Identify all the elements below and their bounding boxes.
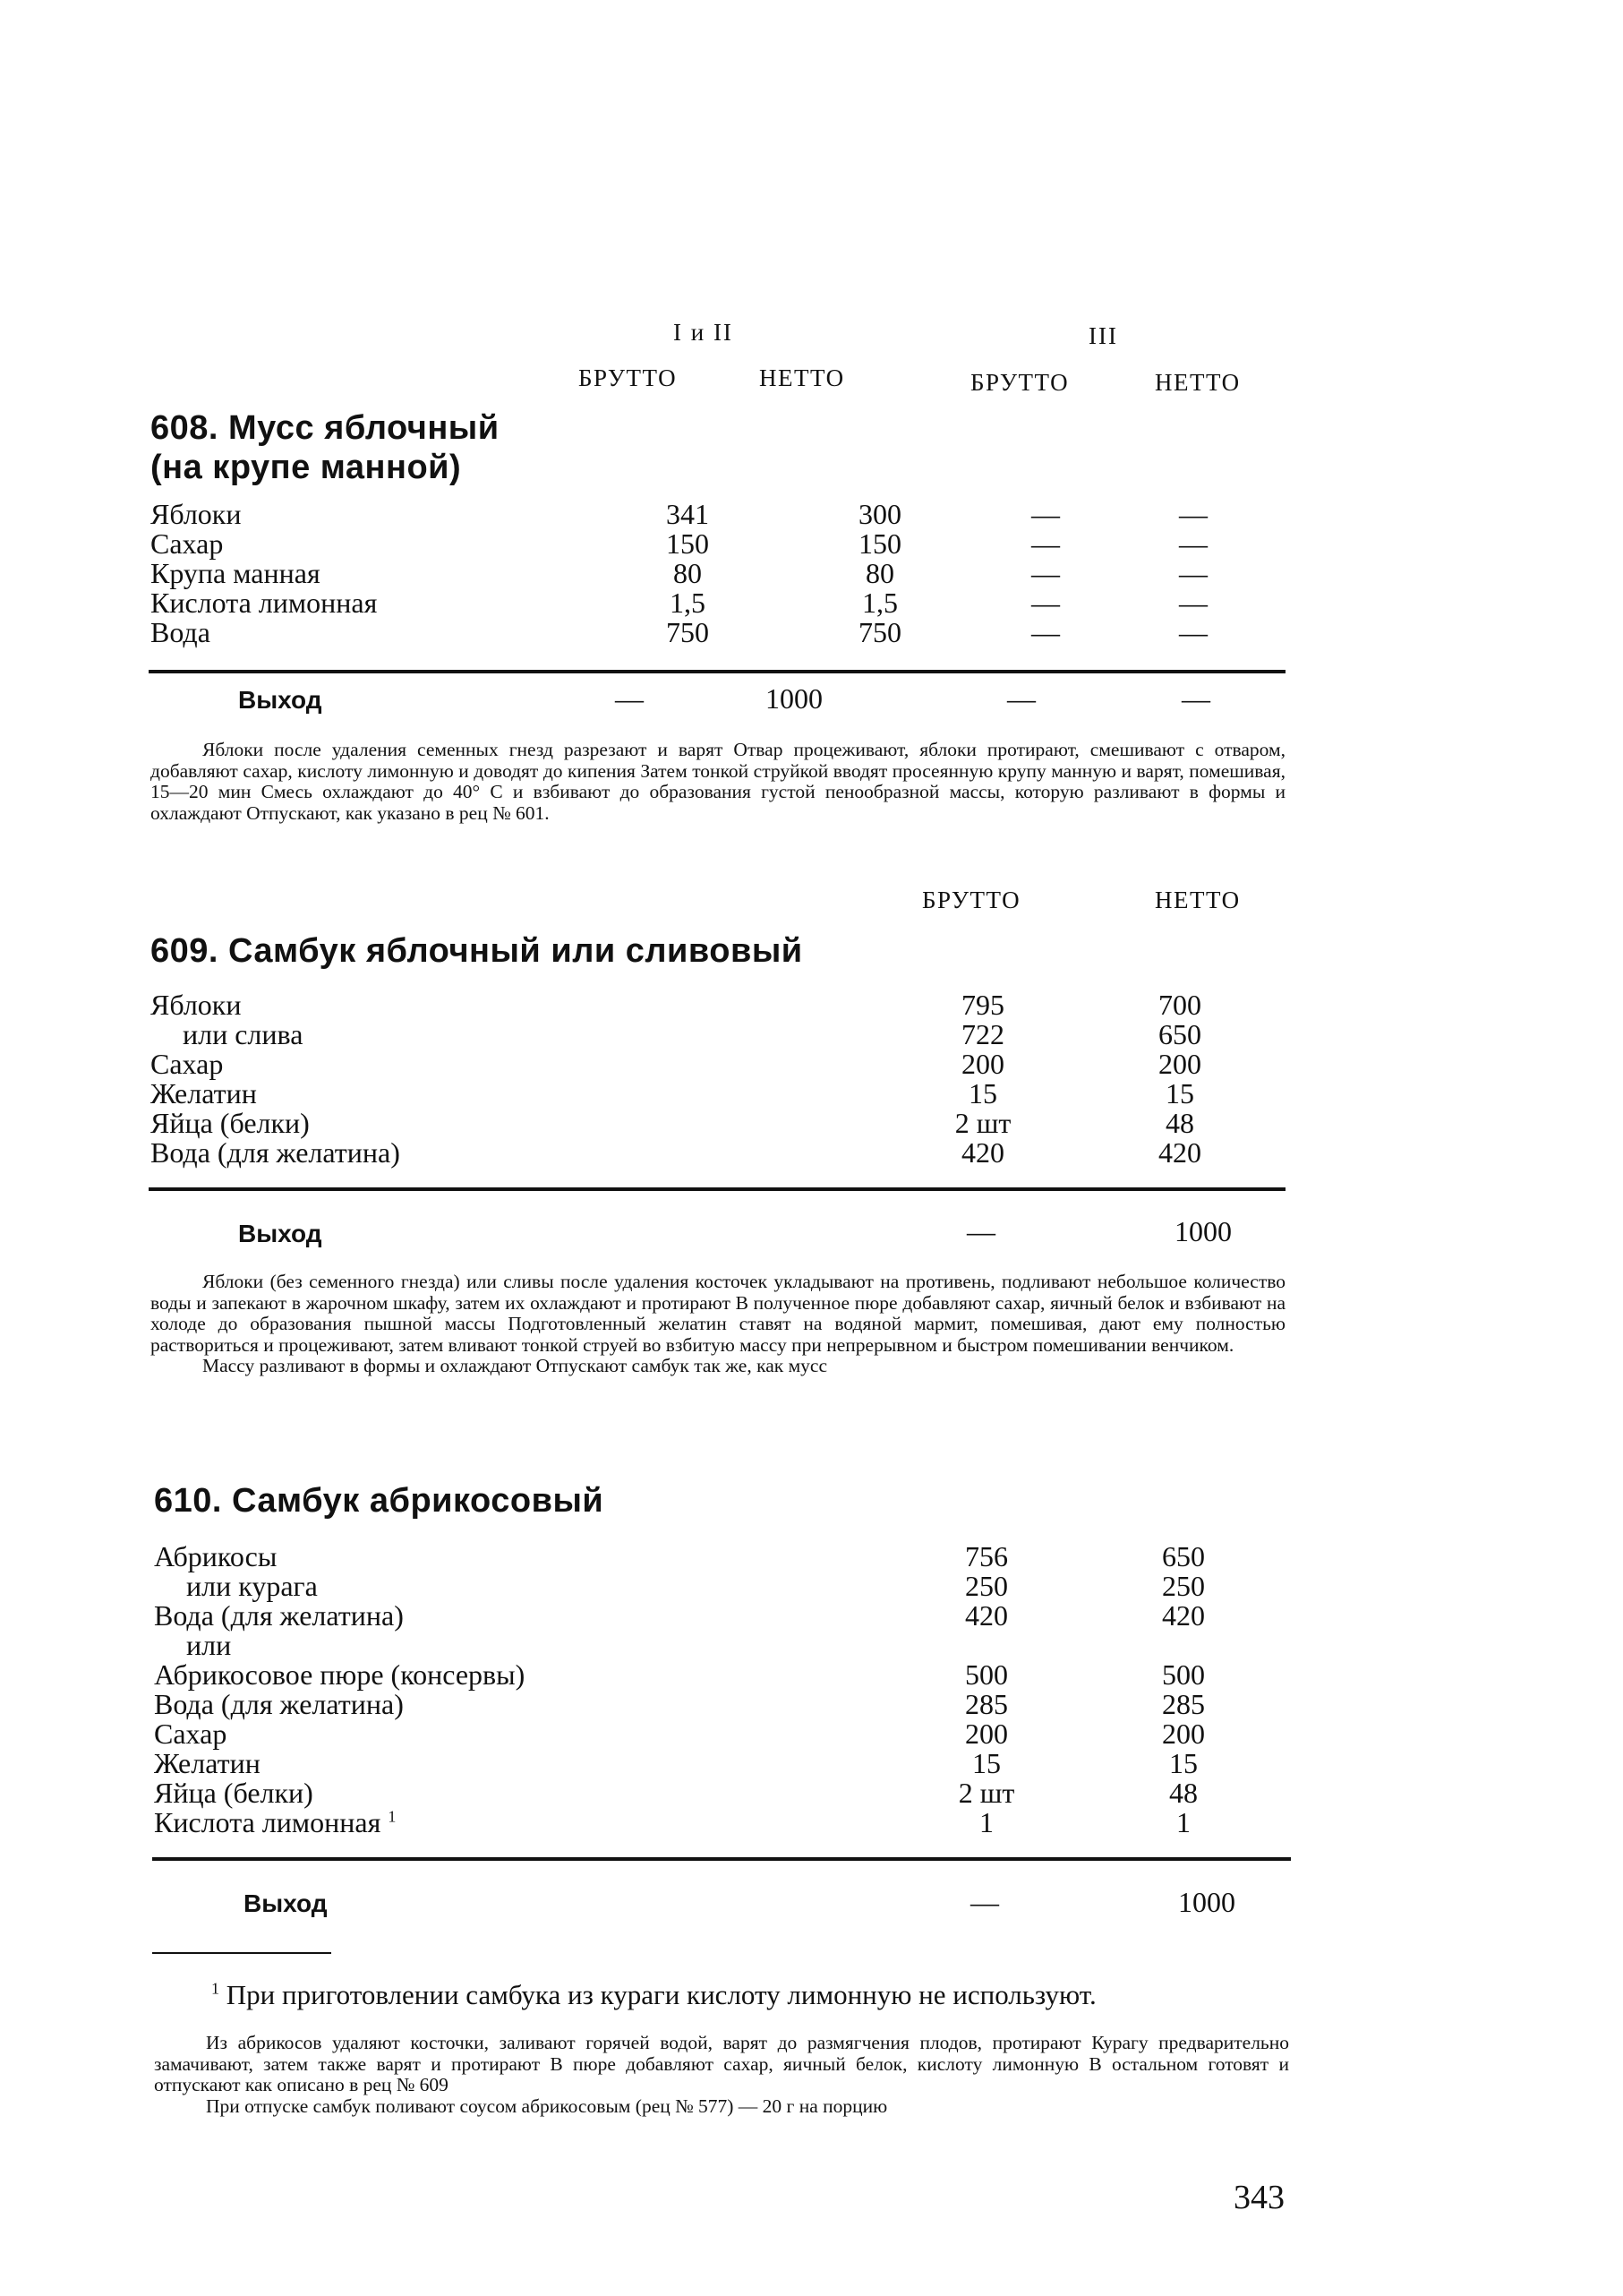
brutto-3: — — [1031, 616, 1060, 648]
footnote-separator — [152, 1952, 331, 1954]
ingredient-name: Вода — [150, 616, 210, 648]
column-group-3: III — [1089, 322, 1118, 349]
recipe-609-title: 609. Самбук яблочный или сливовый — [150, 932, 803, 970]
ingredient-name — [150, 1049, 893, 1079]
brutto-1-2: 150 — [666, 527, 709, 560]
netto-3: — — [1179, 527, 1208, 560]
ingredient-name — [150, 1020, 893, 1049]
ingredient-name — [154, 1778, 897, 1808]
netto-3: — — [1179, 616, 1208, 648]
brutto: 2 шт — [954, 1107, 1012, 1139]
brutto: 756 — [965, 1540, 1008, 1572]
table-row — [150, 1049, 1287, 1079]
brutto: 200 — [961, 1048, 1004, 1080]
recipe-610-text-2: При отпуске самбук поливают соусом абрикосовым (рец № 577) — 20 г на порцию — [206, 2095, 888, 2117]
recipe-608-text: Яблоки после удаления семенных гнезд разрезают и варят Отвар процеживают, яблоки протирают, смешивают с отваром, добавляют сахар, кислоту лимонную и доводят до кипения Затем тонкой струйкой вводят просеянную крупу манную и варят, помешивая, 15—20 мин Смесь охлаждают до 40° С и взбивают до образования густой пенообразной массы, которую разливают в формы и охлаждают Отпускают, как указано в рец № 601. — [150, 739, 1286, 824]
brutto: 1 — [979, 1806, 994, 1838]
netto: 250 — [1162, 1570, 1205, 1602]
recipe-609-instructions — [150, 1272, 1286, 1377]
ingredient-name — [154, 1808, 897, 1838]
netto: 48 — [1166, 1107, 1194, 1139]
ingredient-name-text: или курага — [186, 1570, 318, 1602]
recipe-608-yield-brutto-3: — — [1007, 682, 1036, 715]
table-row — [154, 1808, 1291, 1838]
netto: 650 — [1158, 1018, 1201, 1050]
ingredient-name: Кислота лимонная — [150, 587, 378, 619]
column-header-netto-3: НЕТТО — [1155, 369, 1241, 396]
ingredient-name-text: Яблоки — [150, 989, 242, 1021]
table-row — [150, 1079, 1287, 1109]
ingredient-name-text: Яйца (белки) — [154, 1777, 313, 1809]
recipe-609-header-netto: НЕТТО — [1155, 887, 1241, 913]
ingredient-name: Сахар — [150, 527, 224, 560]
ingredient-name-text: Желатин — [154, 1747, 261, 1779]
brutto-3: — — [1031, 587, 1060, 619]
brutto-3: — — [1031, 498, 1060, 530]
table-row — [150, 500, 1251, 529]
recipe-609-ingredients-table — [150, 990, 1287, 1168]
brutto-1-2: 1,5 — [670, 587, 705, 619]
ingredient-name: Яблоки — [150, 498, 242, 530]
netto: 285 — [1162, 1688, 1205, 1720]
table-row — [154, 1631, 1291, 1660]
brutto-3: — — [1031, 527, 1060, 560]
column-header-brutto-1-2: БРУТТО — [578, 364, 678, 391]
footnote — [211, 1979, 1097, 2011]
ingredient-name-text: или — [186, 1629, 232, 1661]
ingredient-name-text: Кислота лимонная — [154, 1806, 381, 1838]
ingredient-name-text: Желатин — [150, 1077, 257, 1109]
brutto-3: — — [1031, 557, 1060, 589]
ingredient-name: Крупа манная — [150, 557, 320, 589]
ingredient-name — [154, 1719, 897, 1749]
recipe-610-yield-netto: 1000 — [1178, 1886, 1235, 1918]
table-row — [154, 1749, 1291, 1778]
table-row — [150, 1138, 1287, 1168]
ingredient-name — [154, 1631, 897, 1660]
ingredient-name — [150, 1109, 893, 1138]
footnote-mark: 1 — [211, 1979, 219, 1998]
brutto: 420 — [965, 1599, 1008, 1632]
netto-1-2: 750 — [858, 616, 901, 648]
recipe-608-yield-label: Выход — [238, 686, 322, 714]
brutto: 722 — [961, 1018, 1004, 1050]
brutto-1-2: 750 — [666, 616, 709, 648]
brutto: 2 шт — [958, 1777, 1015, 1809]
netto: 420 — [1162, 1599, 1205, 1632]
netto: 200 — [1162, 1718, 1205, 1750]
recipe-609-text-1: Яблоки (без семенного гнезда) или сливы после удаления косточек укладывают на противень, подливают небольшое количество воды и запекают в жарочном шкафу, затем их охлаждают и протирают В полученное пюре добавляют сахар, яичный белок и взбивают на холоде до образования пышной массы Подготовленный желатин ставят на водяной мармит, помешивая, дают ему полностью раствориться и процеживают, затем вливают тонкой струей во взбитую массу при непрерывном и быстром помешивании венчиком. — [150, 1271, 1286, 1356]
recipe-609-text-2: Массу разливают в формы и охлаждают Отпускают самбук так же, как мусс — [202, 1355, 828, 1376]
brutto — [897, 1631, 1076, 1660]
table-row — [154, 1601, 1291, 1631]
brutto: 250 — [965, 1570, 1008, 1602]
ingredient-name — [154, 1542, 897, 1572]
recipe-610-instructions — [154, 2033, 1289, 2117]
recipe-610-text-1: Из абрикосов удаляют косточки, заливают горячей водой, варят до размягчения плодов, протирают Курагу предварительно замачивают, затем также варят и протирают В пюре добавляют сахар, яичный белок, кислоту лимонную В остальном готовят и отпускают как описано в рец № 609 — [154, 2032, 1289, 2095]
ingredient-name — [154, 1572, 897, 1601]
ingredient-name — [154, 1660, 897, 1690]
table-row — [150, 529, 1251, 559]
recipe-608-divider — [149, 670, 1286, 673]
recipe-608-title-line2: (на крупе манной) — [150, 449, 462, 486]
recipe-610-title: 610. Самбук абрикосовый — [154, 1482, 604, 1520]
recipe-608-title-line1: 608. Мусс яблочный — [150, 409, 500, 447]
ingredient-name-text: Абрикосы — [154, 1540, 278, 1572]
recipe-608-title — [150, 408, 500, 487]
brutto: 500 — [965, 1658, 1008, 1691]
brutto-1-2: 80 — [673, 557, 702, 589]
netto: 200 — [1158, 1048, 1201, 1080]
ingredient-name-text: Яйца (белки) — [150, 1107, 310, 1139]
ingredient-name-text: Сахар — [150, 1048, 224, 1080]
brutto: 200 — [965, 1718, 1008, 1750]
column-group-1-2: I и II — [673, 319, 733, 346]
netto-1-2: 1,5 — [862, 587, 898, 619]
ingredient-name-text: или слива — [183, 1018, 303, 1050]
brutto-1-2: 341 — [666, 498, 709, 530]
netto: 650 — [1162, 1540, 1205, 1572]
footnote-text: При приготовлении самбука из кураги кислоту лимонную не используют. — [226, 1979, 1097, 2010]
netto-1-2: 150 — [858, 527, 901, 560]
ingredient-name-text: Абрикосовое пюре (консервы) — [154, 1658, 525, 1691]
recipe-608-yield-brutto-12: — — [615, 682, 644, 715]
page-number: 343 — [1234, 2179, 1285, 2216]
netto: 420 — [1158, 1136, 1201, 1169]
brutto: 420 — [961, 1136, 1004, 1169]
ingredient-name-text: Вода (для желатина) — [154, 1688, 404, 1720]
netto-3: — — [1179, 557, 1208, 589]
recipe-608-yield-netto-12: 1000 — [765, 682, 823, 715]
recipe-609-yield-netto: 1000 — [1175, 1215, 1232, 1247]
recipe-609-divider — [149, 1187, 1286, 1191]
netto — [1076, 1631, 1291, 1660]
table-row — [154, 1719, 1291, 1749]
netto: 15 — [1166, 1077, 1194, 1109]
recipe-610-divider — [152, 1857, 1291, 1861]
ingredient-name — [150, 990, 893, 1020]
table-row — [154, 1660, 1291, 1690]
ingredient-name — [150, 1079, 893, 1109]
netto: 15 — [1169, 1747, 1198, 1779]
recipe-609-yield-brutto: — — [967, 1215, 995, 1247]
netto: 1 — [1176, 1806, 1191, 1838]
netto: 500 — [1162, 1658, 1205, 1691]
recipe-608-yield-netto-3: — — [1182, 682, 1210, 715]
brutto: 15 — [969, 1077, 997, 1109]
footnote-ref: 1 — [388, 1807, 397, 1826]
recipe-610-ingredients-table — [154, 1542, 1291, 1838]
netto: 700 — [1158, 989, 1201, 1021]
netto-1-2: 300 — [858, 498, 901, 530]
table-row — [150, 618, 1251, 647]
brutto: 15 — [972, 1747, 1001, 1779]
ingredient-name-text: Сахар — [154, 1718, 227, 1750]
recipe-609-yield-label: Выход — [238, 1220, 322, 1247]
recipe-610-yield-label: Выход — [243, 1889, 328, 1917]
recipe-610-yield-brutto: — — [970, 1886, 999, 1918]
brutto: 795 — [961, 989, 1004, 1021]
netto: 48 — [1169, 1777, 1198, 1809]
ingredient-name — [154, 1601, 897, 1631]
recipe-608-ingredients-table — [150, 500, 1251, 647]
netto-3: — — [1179, 498, 1208, 530]
table-row — [154, 1572, 1291, 1601]
column-header-netto-1-2: НЕТТО — [759, 364, 845, 391]
ingredient-name — [154, 1749, 897, 1778]
ingredient-name — [154, 1690, 897, 1719]
brutto: 285 — [965, 1688, 1008, 1720]
table-row — [150, 1109, 1287, 1138]
table-row — [150, 1020, 1287, 1049]
table-row — [154, 1778, 1291, 1808]
table-row — [150, 559, 1251, 588]
netto-3: — — [1179, 587, 1208, 619]
table-row — [150, 990, 1287, 1020]
ingredient-name-text: Вода (для желатина) — [150, 1136, 400, 1169]
table-row — [154, 1690, 1291, 1719]
recipe-608-instructions — [150, 740, 1286, 824]
ingredient-name-text: Вода (для желатина) — [154, 1599, 404, 1632]
ingredient-name — [150, 1138, 893, 1168]
column-header-brutto-3: БРУТТО — [970, 369, 1070, 396]
netto-1-2: 80 — [866, 557, 894, 589]
table-row — [150, 588, 1251, 618]
recipe-609-header-brutto: БРУТТО — [922, 887, 1021, 913]
table-row — [154, 1542, 1291, 1572]
